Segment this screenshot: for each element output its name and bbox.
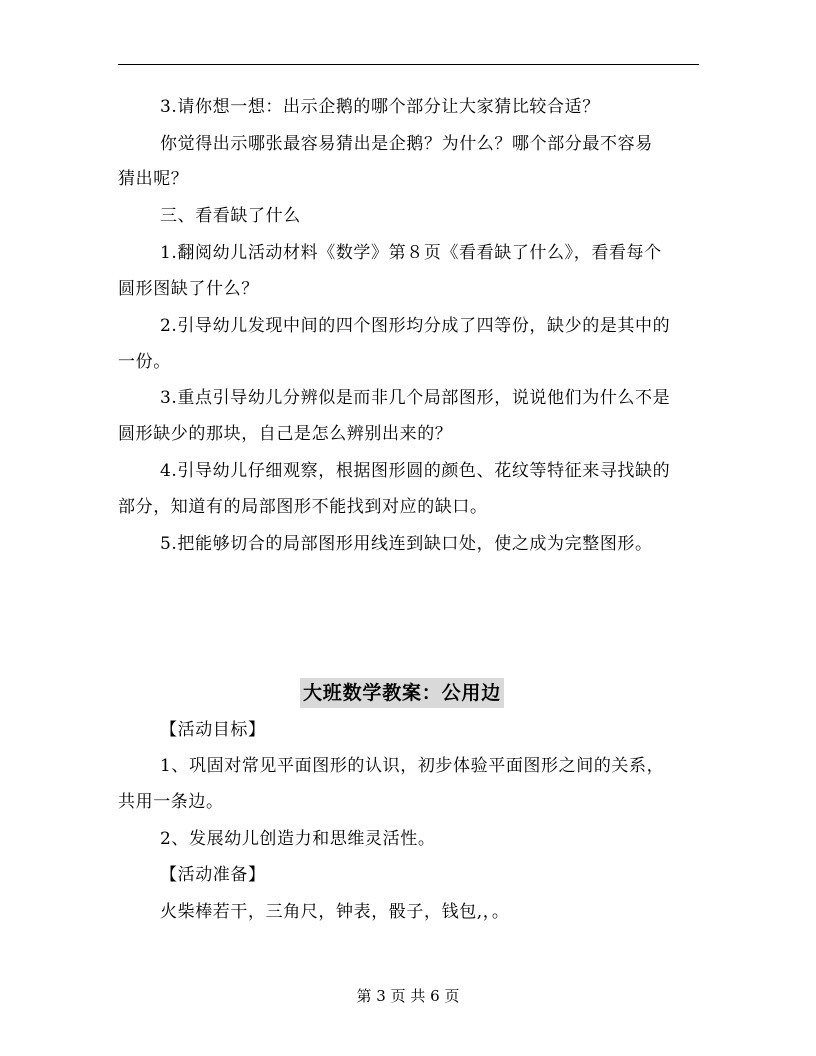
paragraph-line: 1.翻阅幼儿活动材料《数学》第８页《看看缺了什么》，看看每个 [160,243,662,263]
paragraph-line: 三、看看缺了什么 [160,206,301,226]
section-line: 火柴棒若干，三角尺，钟表，骰子，钱包,，。 [160,902,510,922]
section-line: 1、巩固对常见平面图形的认识，初步体验平面图形之间的关系， [160,756,665,776]
paragraph-line: 5.把能够切合的局部图形用线连到缺口处，使之成为完整图形。 [160,534,653,554]
paragraph-line: 圆形图缺了什么？ [118,279,259,299]
page-footer: 第 3 页 共 6 页 [356,987,460,1005]
paragraph-line: 圆形缺少的那块，自己是怎么辨别出来的？ [118,424,453,444]
paragraph-line: 一份。 [118,352,171,372]
section-title: 大班数学教案：公用边 [300,678,504,708]
section-line: 2、发展幼儿创造力和思维灵活性。 [160,829,436,849]
section-line: 【活动准备】 [160,865,266,885]
paragraph-line: 你觉得出示哪张最容易猜出是企鹅？为什么？哪个部分最不容易 [160,134,653,154]
paragraph-line: 猜出呢？ [118,169,189,189]
paragraph-line: 2.引导幼儿发现中间的四个图形均分成了四等份，缺少的是其中的 [160,316,671,336]
header-rule [118,64,699,65]
section-line: 共用一条边。 [118,792,224,812]
section-line: 【活动目标】 [160,720,266,740]
paragraph-line: 3.重点引导幼儿分辨似是而非几个局部图形，说说他们为什么不是 [160,388,671,408]
paragraph-line: 4.引导幼儿仔细观察，根据图形圆的颜色、花纹等特征来寻找缺的 [160,461,671,481]
paragraph-line: 部分，知道有的局部图形不能找到对应的缺口。 [118,497,488,517]
paragraph-line: 3.请你想一想：出示企鹅的哪个部分让大家猜比较合适？ [160,97,600,117]
